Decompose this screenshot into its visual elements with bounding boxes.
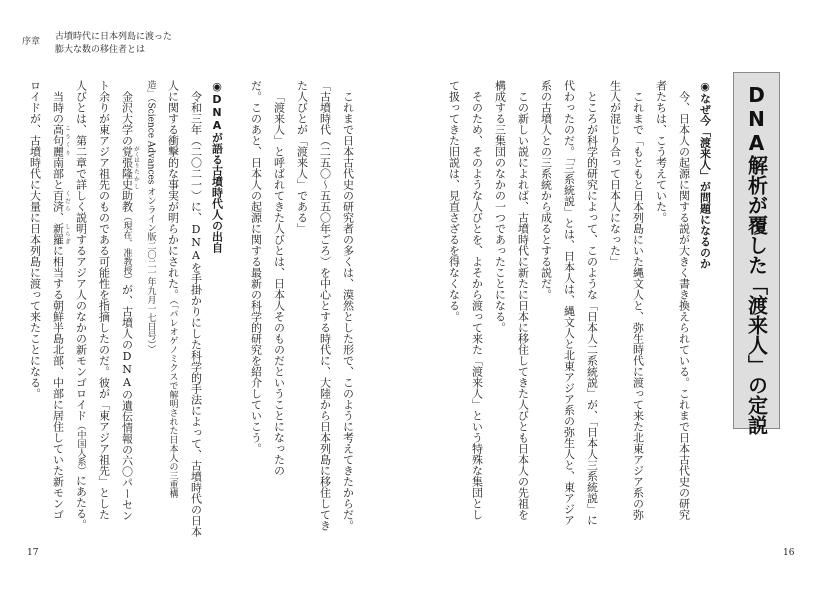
section-title-box xyxy=(733,72,780,435)
citation-note: （「パレオゲノミクスで解明された日本人の三重構 xyxy=(167,300,178,498)
text-column: て扱ってきた旧説は、見直さざるを得なくなる。 xyxy=(447,80,461,322)
section-title: DNA解析が覆した「渡来人」の定説 xyxy=(744,83,769,435)
ruby-base: 百済 xyxy=(51,190,65,212)
text-column: これまで「もともと日本列島にいた縄文人と、弥生時代に渡って来た北東アジア系の弥 xyxy=(631,91,645,520)
ruby-base: 隆史 xyxy=(120,168,134,190)
citation-note-column xyxy=(146,80,155,354)
text-segment: 、 xyxy=(51,212,65,223)
text-column xyxy=(191,80,202,537)
page-number-left: 17 xyxy=(27,548,39,558)
ruby-takashi xyxy=(120,168,139,190)
subheading-why-toraijin: ◉なぜ今「渡来人」が問題になるのか xyxy=(698,80,712,269)
subheading-dna-kofun: ◉DNAが語る古墳時代人の出自 xyxy=(210,80,224,253)
furigana: たかし xyxy=(133,168,139,190)
text-column xyxy=(122,80,140,521)
text-column: そのため、そのような人びとを、よそから渡って来た「渡来人」という特殊な集団とし xyxy=(470,91,484,520)
text-column: 「渡来人」と呼ばれてきた人びとは、日本人そのものだということになったの xyxy=(272,91,286,476)
ruby-koukuri xyxy=(51,124,70,157)
ruby-shiragi xyxy=(51,223,70,245)
text-column: 生人が混じり合って日本人になった」 xyxy=(608,80,622,267)
text-column: この新しい説によれば、古墳時代に新たに日本に移住してきた人びとも日本人の先祖を xyxy=(516,91,530,520)
text-segment: 当時の xyxy=(51,91,65,124)
text-segment: 令和三年（二〇二一）に、DNAを手掛かりにした科学的手法によって、古墳時代の日本 xyxy=(189,91,203,537)
text-column: 今、日本人の起源に関する説が大きく書き換えられている。これまで日本古代史の研究 xyxy=(677,91,691,520)
text-column: 系の古墳人との三系統から成るとする説だ。 xyxy=(539,80,553,300)
text-segment: が、古墳人のDNAの遺伝情報の六〇パーセン xyxy=(120,284,134,521)
text-column: 構成する三集団のなかの一つであったことになる。 xyxy=(493,80,507,333)
text-segment: ト余りが東アジア祖先のものである可能性を指摘したのだ。彼が「東アジア祖先」とした xyxy=(97,80,111,520)
text-segment: に相当する朝鮮半島北部、中部に居住していた新モンゴ xyxy=(51,245,65,520)
ruby-base: 新羅 xyxy=(51,223,65,245)
text-segment: ロイドが、古墳時代に大量に日本列島に渡って来たことになる。 xyxy=(28,80,42,399)
text-column xyxy=(99,80,110,520)
text-column: だ。このあと、日本人の起源に関する最新の科学的研究を紹介していこう。 xyxy=(249,80,263,454)
text-segment: 助教 xyxy=(120,190,134,212)
furigana: くだら xyxy=(64,190,70,212)
text-column: た人びとが「渡来人」である」 xyxy=(295,80,309,234)
text-segment: にあたる。 xyxy=(74,475,88,530)
ruby-gakuhari xyxy=(120,146,139,168)
furigana: こうくり xyxy=(64,124,70,157)
furigana: がくはり xyxy=(133,146,139,168)
text-column: 「古墳時代（二五〇〜五五〇年ごろ）を中心とする時代に、大陸から日本列島に移住してき xyxy=(318,80,332,531)
ruby-base: 覚張 xyxy=(120,146,134,168)
text-segment: 人びとは、第二章で詳しく説明するアジア人のなかの新モンゴロイド xyxy=(74,80,88,421)
furigana: しらぎ xyxy=(64,223,70,245)
text-column: 代わったのだ。「三系統説」とは、日本人は、縄文人と北東アジア系の弥生人と、東アジア xyxy=(562,80,576,526)
ruby-base: 高句麗 xyxy=(51,124,65,157)
text-segment: 人に関する衝撃的な事実が明らかにされた。 xyxy=(166,80,180,300)
text-segment: 南部と xyxy=(51,157,65,190)
text-column: 者たちは、こう考えていた。 xyxy=(654,80,668,223)
page-number-right: 16 xyxy=(783,548,795,558)
text-column xyxy=(53,80,71,520)
running-head-title-line1: 古墳時代に日本列島に渡った xyxy=(55,32,173,42)
running-head-title-line2: 膨大な数の移住者とは xyxy=(55,45,146,55)
running-head-chapter: 序章 xyxy=(22,37,41,47)
text-segment: 金沢大学の xyxy=(120,91,134,146)
text-column xyxy=(30,80,41,399)
text-column: これまで日本古代史の研究者の多くは、漠然とした形で、このように考えてきたからだ。 xyxy=(341,91,355,531)
ruby-kudara xyxy=(51,190,70,212)
parenthetical-note: （中国人系） xyxy=(75,421,86,475)
parenthetical-note: （現在、准教授） xyxy=(121,212,132,284)
text-column xyxy=(76,80,87,530)
text-column: ところが科学的研究によって、このような「日本人二系統説」が、「日本人三系統説」に xyxy=(585,91,599,526)
text-column xyxy=(168,80,179,498)
citation-note: 造」（Science Advances オンライン版二〇二一年九月一七日号）） xyxy=(145,80,156,354)
